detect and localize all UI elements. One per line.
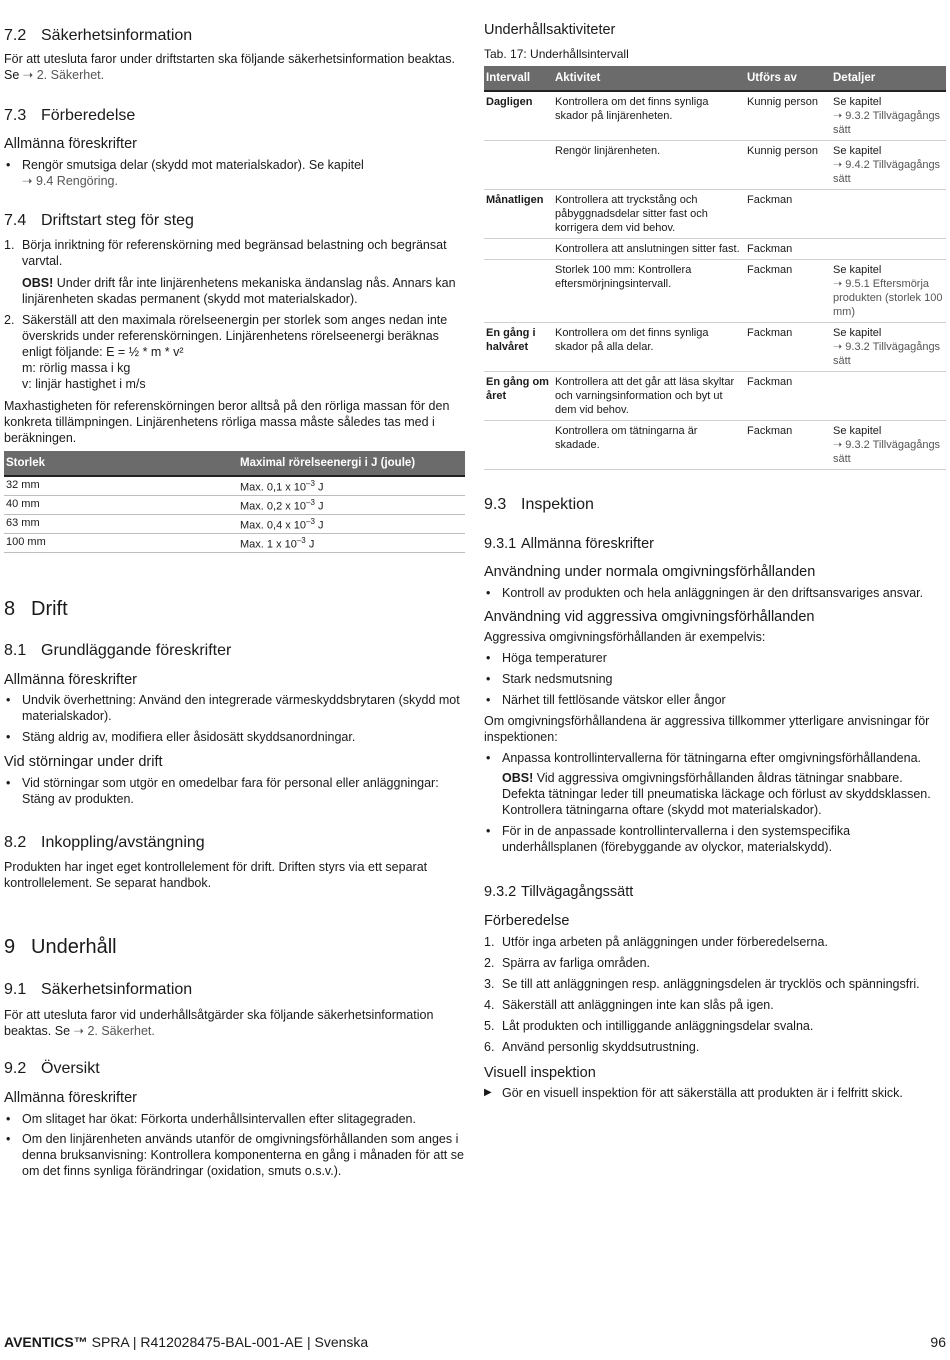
table-row: Kontrollera om tätningarna är skadade. Fackman Se kapitel ➝ 9.3.2 Tillvägagångs sätt [484, 421, 946, 470]
subheading: Allmänna föreskrifter [4, 136, 137, 152]
step-item: 5. Låt produkten och intilliggande anläggningsdelar svalna. [484, 1019, 814, 1033]
chapter-8 [4, 597, 465, 621]
energy-table [4, 451, 465, 553]
subheading: Förberedelse [484, 913, 570, 929]
chapter-heading: 9 Underhåll [4, 936, 117, 958]
arrow-icon: ▶ [484, 1087, 492, 1098]
cross-ref-link[interactable]: ➝ 9.5.1 Eftersmörja produkten (storlek 100 mm) [833, 278, 943, 318]
section-heading: 9.2 Översikt [4, 1060, 100, 1077]
list-item: • Om den linjärenheten används utanför de omgivningsförhållanden som anges i denna bruksanvisning: Kontrollera komponenterna en gång i månaden för att se om det finns synliga förändringar (oxidation, smuts o.s.v.). [4, 1131, 465, 1179]
list-item: • Anpassa kontrollintervallerna för tätningarna efter omgivningsförhållandena. [484, 750, 946, 766]
page-number: 96 [930, 1334, 946, 1350]
list-item: • Undvik överhettning: Använd den integrerade värmeskyddsbrytaren (skydd mot materialskador). [4, 692, 465, 724]
table-row: En gång i halvåret Kontrollera om det finns synliga skador på alla delar. Fackman Se kapitel ➝ 9.3.2 Tillvägagångs sätt [484, 323, 946, 372]
notice: OBS! Under drift får inte linjärenhetens mekaniska ändanslag nås. Annars kan linjärenheten skadas permanent (skydd mot materialskador). [22, 276, 456, 306]
section-7-4 [4, 211, 465, 446]
table-row: Dagligen Kontrollera om det finns synliga skador på linjärenheten. Kunnig person Se kapitel ➝ 9.3.2 Tillvägagångs sätt [484, 91, 946, 141]
step-item: 2. Säkerställ att den maximala rörelseenergin per storlek som anges nedan inte överskrids under referenskörningen. Linjärenhetens rörelseenergi beräknas enligt följande: E = ½ * m * v² m: rörlig massa i kg v: linjär hastighet i m/s [4, 313, 448, 391]
section-9-2 [4, 1059, 465, 1179]
paragraph: Aggressiva omgivningsförhållanden är exempelvis: [484, 630, 766, 644]
column-header: Intervall [484, 66, 553, 91]
paragraph: För att utesluta faror under driftstarten ska följande säkerhetsinformation beaktas. Se ➝ 2. Säkerhet. [4, 52, 455, 82]
list-item: • Stark nedsmutsning [484, 671, 946, 687]
list-item: • Närhet till fettlösande vätskor eller ångor [484, 692, 946, 708]
section-heading: 7.3 Förberedelse [4, 107, 136, 124]
step-item: 1. Utför inga arbeten på anläggningen under förberedelserna. [484, 935, 828, 949]
list-item: • Stäng aldrig av, modifiera eller åsidosätt skyddsanordningar. [4, 729, 465, 745]
section-heading: 7.2 Säkerhetsinformation [4, 27, 193, 44]
table-row: 32 mm Max. 0,1 x $10^{-3}$ J [4, 476, 465, 496]
section-heading: 9.3.1 Allmänna föreskrifter [484, 536, 654, 552]
section-8-1 [4, 641, 465, 807]
subheading: Vid störningar under drift [4, 754, 163, 770]
footer-text: SPRA | R412028475-BAL-001-AE | Svenska [87, 1334, 369, 1350]
table-row: En gång om året Kontrollera att det går att läsa skyltar och varningsinformation och byt ut dem vid behov. Fackman [484, 372, 946, 421]
section-8-2 [4, 833, 465, 891]
section-9-3 [484, 495, 946, 515]
list-item: • Kontroll av produkten och hela anläggningen är den driftsansvariges ansvar. [484, 585, 946, 601]
list-item: • Om slitaget har ökat: Förkorta underhållsintervallen efter slitagegraden. [4, 1111, 465, 1127]
table-row: 40 mm Max. 0,2 x $10^{-3}$ J [4, 496, 465, 515]
list-item: • För in de anpassade kontrollintervallerna i den systemspecifika underhållsplanen (förebyggande av olyckor, materialskydd). [484, 823, 946, 855]
list-item: • Rengör smutsiga delar (skydd mot materialskador). Se kapitel ➝ 9.4 Rengöring. [4, 157, 465, 189]
table-row: Månatligen Kontrollera att tryckstång och påbyggnadsdelar sitter fast och korrigera dem vid behov. Fackman [484, 190, 946, 239]
subheading: Allmänna föreskrifter [4, 672, 137, 688]
section-heading: 9.3 Inspektion [484, 496, 594, 513]
list-item: • Vid störningar som utgör en omedelbar fara för personal eller anläggningar: Stäng av produkten. [4, 775, 465, 807]
section-9-1 [4, 980, 465, 1039]
page-footer [4, 1334, 946, 1350]
cross-ref-link[interactable]: ➝ 2. Säkerhet. [73, 1024, 155, 1038]
subheading: Användning under normala omgivningsförhållanden [484, 564, 816, 580]
notice: OBS! Vid aggressiva omgivningsförhållanden åldras tätningar snabbare. Defekta tätningar leder till pneumatiska läckage och förlust av skyddsklassen. Kontrollera tätningarna oftare (skydd mot materialskador). [502, 771, 931, 817]
cross-ref-link[interactable]: ➝ 9.4.2 Tillvägagångs sätt [833, 159, 941, 185]
section-9-3-2 [484, 883, 946, 1101]
section-7-3 [4, 106, 465, 189]
step-item: 2. Spärra av farliga områden. [484, 956, 650, 970]
cross-ref-link[interactable]: ➝ 9.3.2 Tillvägagångs sätt [833, 341, 941, 367]
step-item: 6. Använd personlig skyddsutrustning. [484, 1040, 700, 1054]
table-caption: Tab. 17: Underhållsintervall [484, 47, 629, 61]
paragraph: Om omgivningsförhållandena är aggressiva tillkommer ytterligare anvisningar för inspektionen: [484, 714, 930, 744]
section-9-3-1 [484, 535, 946, 855]
chapter-heading: 8 Drift [4, 598, 68, 620]
column-header: Maximal rörelseenergi i J (joule) [238, 451, 465, 476]
action-item: ▶ Gör en visuell inspektion för att säkerställa att produkten är i felfritt skick. [484, 1086, 903, 1100]
maintenance-activities [484, 21, 946, 62]
brand-name: AVENTICS™ [4, 1334, 88, 1350]
column-header: Aktivitet [553, 66, 745, 91]
table-row: Rengör linjärenheten. Kunnig person Se kapitel ➝ 9.4.2 Tillvägagångs sätt [484, 141, 946, 190]
chapter-9 [4, 935, 465, 959]
subheading: Allmänna föreskrifter [4, 1090, 137, 1106]
section-heading: 8.1 Grundläggande föreskrifter [4, 642, 232, 659]
section-heading: 7.4 Driftstart steg för steg [4, 212, 194, 229]
cross-ref-link[interactable]: ➝ 9.4 Rengöring. [22, 174, 118, 188]
table-row: Kontrollera att anslutningen sitter fast. Fackman [484, 239, 946, 260]
column-header: Utförs av [745, 66, 831, 91]
table-row: 100 mm Max. 1 x $10^{-3}$ J [4, 534, 465, 553]
subheading: Användning vid aggressiva omgivningsförhållanden [484, 609, 815, 625]
section-7-2 [4, 26, 465, 83]
maintenance-table [484, 66, 946, 470]
subheading: Underhållsaktiviteter [484, 22, 616, 38]
section-heading: 9.1 Säkerhetsinformation [4, 981, 193, 998]
paragraph: Produkten har inget eget kontrollelement för drift. Driften styrs via ett separat kontrollelement. Se separat handbok. [4, 860, 428, 890]
table-row: Storlek 100 mm: Kontrollera eftersmörjningsintervall. Fackman Se kapitel ➝ 9.5.1 Eftersmörja produkten (storlek 100 mm) [484, 260, 946, 323]
cross-ref-link[interactable]: ➝ 2. Säkerhet. [22, 68, 105, 82]
section-heading: 8.2 Inkoppling/avstängning [4, 834, 205, 851]
paragraph: För att utesluta faror vid underhållsåtgärder ska följande säkerhetsinformation beaktas. Se ➝ 2. Säkerhet. [4, 1008, 434, 1038]
cross-ref-link[interactable]: ➝ 9.3.2 Tillvägagångs sätt [833, 110, 941, 136]
step-item: 1. Börja inriktning för referenskörning med begränsad belastning och begränsat varvtal. [4, 238, 447, 268]
subheading: Visuell inspektion [484, 1065, 596, 1081]
column-header: Storlek [4, 451, 238, 476]
table-row: 63 mm Max. 0,4 x $10^{-3}$ J [4, 515, 465, 534]
list-item: • Höga temperaturer [484, 650, 946, 666]
step-item: 3. Se till att anläggningen resp. anläggningsdelen är trycklös och spänningsfri. [484, 977, 920, 991]
cross-ref-link[interactable]: ➝ 9.3.2 Tillvägagångs sätt [833, 439, 941, 465]
section-heading: 9.3.2 Tillvägagångssätt [484, 884, 634, 900]
paragraph: Maxhastigheten för referenskörningen beror alltså på den rörliga massan för den konkreta tillämpningen. Linjärenhetens rörliga massa måste således tas med i beräkningen. [4, 399, 450, 445]
step-item: 4. Säkerställ att anläggningen inte kan slås på igen. [484, 998, 774, 1012]
column-header: Detaljer [831, 66, 946, 91]
